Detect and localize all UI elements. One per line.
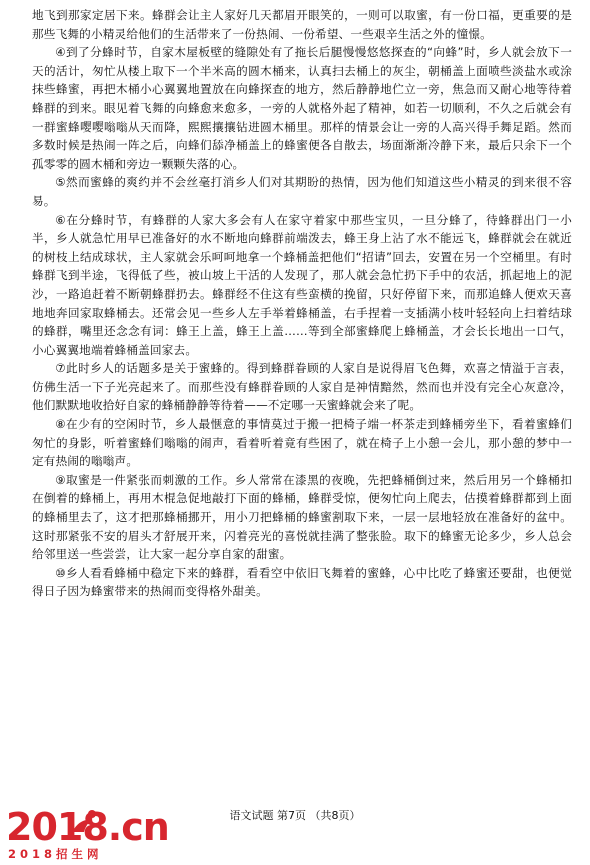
paragraph-10: ⑩乡人看看蜂桶中稳定下来的蜂群，看看空中依旧飞舞着的蜜蜂，心中比吃了蜂蜜还要甜，也便觉得日子因为蜂蜜带来的热闹而变得格外甜美。 <box>32 565 572 599</box>
watermark-brand: 2018.cn <box>6 805 169 849</box>
site-watermark-logo <box>6 805 169 864</box>
paragraph-8: ⑧在少有的空闲时节，乡人最惬意的事情莫过于搬一把椅子端一杯茶走到蜂桶旁坐下，看着蜜蜂们匆忙的身影，听着蜜蜂们嗡嗡的闹声，看着听着竟有些困了，就在椅子上小憩一会儿，那小憩的梦中一定有热闹的嗡嗡声。 <box>32 417 572 469</box>
watermark-subtitle: 2018招生网 <box>8 847 103 861</box>
paragraph-6: ⑥在分蜂时节，有蜂群的人家大多会有人在家守着家中那些宝贝，一旦分蜂了，待蜂群出门一小半，乡人就急忙用早已准备好的水不断地向蜂群前端泼去，蜂王身上沾了水不能远飞，蜂群就会在就近的树枝上结成球状，主人家就会乐呵呵地拿一个蜂桶盖把他们“招请”回去，安置在另一个空桶里。有时蜂群飞到半途，飞得低了些，被山坡上干活的人发现了，那人就会急忙扔下手中的农活，抓起地上的泥沙，一路追赶着不断朝蜂群扔去。蜂群经不住这有些蛮横的挽留，只好停留下来，而那追蜂人便欢天喜地地奔回家取蜂桶去。还常会见一些乡人左手举着蜂桶盖，右手捏着一支插满小枝叶轻轻向上扫着结球的蜂群，嘴里还念念有词：蜂王上盖，蜂王上盖……等到全部蜜蜂爬上蜂桶盖，才会长长地出一口气，小心翼翼地端着蜂桶盖回家去。 <box>32 212 572 357</box>
paragraph-5: ⑤然而蜜蜂的爽约并不会丝毫打消乡人们对其期盼的热情，因为他们知道这些小精灵的到来很不容易。 <box>32 175 572 208</box>
page-footer: 语文试题 第7页 （共8页） <box>229 809 361 822</box>
paragraph-4: ④到了分蜂时节，自家木屋板壁的缝隙处有了拖长后腿慢慢悠悠探查的“向蜂”时，乡人就会放下一天的活计，匆忙从楼上取下一个半米高的圆木桶来，认真扫去桶上的灰尘，朝桶盖上面喷些淡盐水或涂抹些蜂蜜，再把木桶小心翼翼地置放在向蜂探查的地方，然后静静地伫立一旁，焦急而又耐心地等待着蜂群的到来。眼见着飞舞的向蜂愈来愈多，一旁的人就格外起了精神，如若一切顺利，不久之后就会有一群蜜蜂嘤嘤嗡嗡从天而降，熙熙攘攘钻进圆木桶里。那样的情景会让一旁的人高兴得手舞足蹈。然而多数时候是热闹一阵之后，向蜂们舔净桶盖上的蜂蜜便各自散去，场面渐渐冷静下来，最后只余下一个孤零零的圆木桶和旁边一颗颗失落的心。 <box>32 45 572 171</box>
paragraph-7: ⑦此时乡人的话题多是关于蜜蜂的。得到蜂群眷顾的人家自是说得眉飞色舞，欢喜之情溢于言表，仿佛生活一下子光亮起来了。而那些没有蜂群眷顾的人家自是神情黯然，然而也并没有完全心灰意冷，他们默默地收拾好自家的蜂桶静静等待着——不定哪一天蜜蜂就会来了呢。 <box>32 361 572 413</box>
paragraph-continued: 地飞到那家定居下来。蜂群会让主人家好几天都眉开眼笑的，一则可以取蜜，有一份口福，更重要的是那些飞舞的小精灵给他们的生活带来了一份热闹、一份希望、一些艰辛生活之外的憧憬。 <box>32 8 572 41</box>
article-body <box>32 6 572 601</box>
paragraph-9: ⑨取蜜是一件紧张而刺激的工作。乡人常常在漆黑的夜晚，先把蜂桶倒过来，然后用另一个蜂桶扣在倒着的蜂桶上，再用木棍急促地敲打下面的蜂桶，蜂群受惊，便匆忙向上爬去，估摸着蜂群都到上面的蜂桶里去了，这才把那蜂桶挪开，用小刀把蜂桶的蜂蜜割取下来，一层一层地轻放在准备好的盆中。这时那紧张不安的眉头才舒展开来，闪着亮光的喜悦就挂满了整张脸。取下的蜂蜜无论多少，乡人总会给邻里送一些尝尝，让大家一起分享自家的甜蜜。 <box>32 472 572 562</box>
